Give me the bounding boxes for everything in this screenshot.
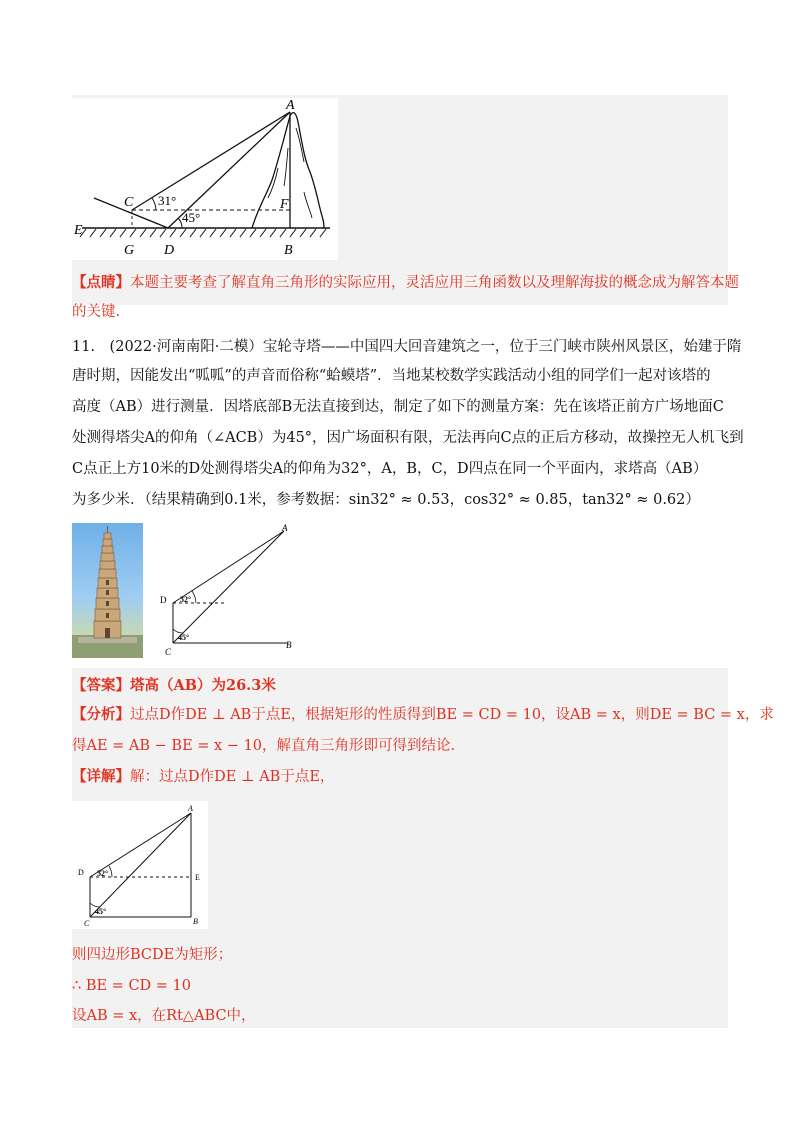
fig3-label-a: A [188,804,193,813]
step-2: ∴ BE = CD = 10 [72,978,191,994]
figure-3-svg [72,801,208,929]
fig2-label-a: A [282,523,288,533]
fig3-label-b: B [193,917,198,926]
fig2-angle-32: 32° [180,595,192,604]
problem-line-4: 处测得塔尖A的仰角（∠ACB）为45°，因广场面积有限，无法再向C点的正后方移动，故操控无人机飞到 [72,430,744,446]
fig2-label-b: B [286,640,292,650]
fig2-angle-45: 45° [178,633,190,642]
problem-line-1: 11. (2022·河南南阳·二模）宝轮寺塔——中国四大回音建筑之一，位于三门峡市陕州风景区，始建于隋 [72,339,742,355]
step-1: 则四边形BCDE为矩形； [72,947,233,963]
analysis-line-2: 得AE = AB − BE = x − 10，解直角三角形即可得到结论. [72,738,456,754]
analysis-text-1: 过点D作DE ⊥ AB于点E，根据矩形的性质得到BE = CD = 10，设AB = x，则DE = BC = x，求 [130,707,774,723]
fig1-label-a: A [286,98,295,113]
fig1-label-f: F [280,197,289,212]
figure-rectangle-diagram [72,801,208,929]
note-line-2: 的关键. [72,304,121,320]
problem-line-3: 高度（AB）进行测量．因塔底部B无法直接到达，制定了如下的测量方案：先在该塔正前方广场地面C [72,399,724,415]
fig1-angle-31: 31° [158,193,177,208]
fig3-angle-32: 32° [97,869,109,878]
fig2-label-c: C [165,647,172,657]
fig3-label-d: D [78,868,84,877]
figure-tower-diagram [156,523,296,658]
analysis-line-1 [72,705,774,725]
detail-prefix: 【详解】 [72,768,130,785]
fig1-angle-45: 45° [182,210,201,225]
fig3-label-c: C [84,919,90,928]
figure-1-svg [72,98,338,260]
answer-prefix: 【答案】 [72,677,130,694]
note-prefix: 【点睛】 [72,274,130,291]
figure-elevation-diagram [72,98,338,260]
problem-line-5: C点正上方10米的D处测得塔尖A的仰角为32°，A，B，C，D四点在同一个平面内，求塔高（AB） [72,461,708,477]
figure-2-svg [156,523,296,658]
answer-line [72,676,276,696]
answer-text: 塔高（AB）为26.3米 [130,677,276,694]
fig1-label-c: C [124,195,134,210]
problem-line-6: 为多少米．（结果精确到0.1米，参考数据：sin32° ≈ 0.53，cos32° ≈ 0.85，tan32° ≈ 0.62） [72,492,700,508]
step-3: 设AB = x，在Rt△ABC中， [72,1008,256,1024]
fig1-label-d: D [164,243,175,258]
note-text-1: 本题主要考查了解直角三角形的实际应用，灵活应用三角函数以及理解海拔的概念成为解答本题 [130,275,739,291]
problem-line-2: 唐时期，因能发出“呱呱”的声音而俗称“蛤蟆塔”．当地某校数学实践活动小组的同学们一起对该塔的 [72,368,711,384]
detail-text: 解：过点D作DE ⊥ AB于点E， [130,769,335,785]
fig1-label-e: E [74,223,83,238]
fig1-label-b: B [284,243,293,258]
fig2-label-d: D [160,595,167,605]
fig3-angle-45: 45° [95,907,107,916]
analysis-prefix: 【分析】 [72,706,130,723]
pagoda-photo-svg [72,523,143,658]
fig3-label-e: E [195,873,200,882]
note-line-1 [72,273,739,293]
fig1-label-g: G [124,243,135,258]
pagoda-photo [72,523,143,658]
detail-line [72,767,334,787]
